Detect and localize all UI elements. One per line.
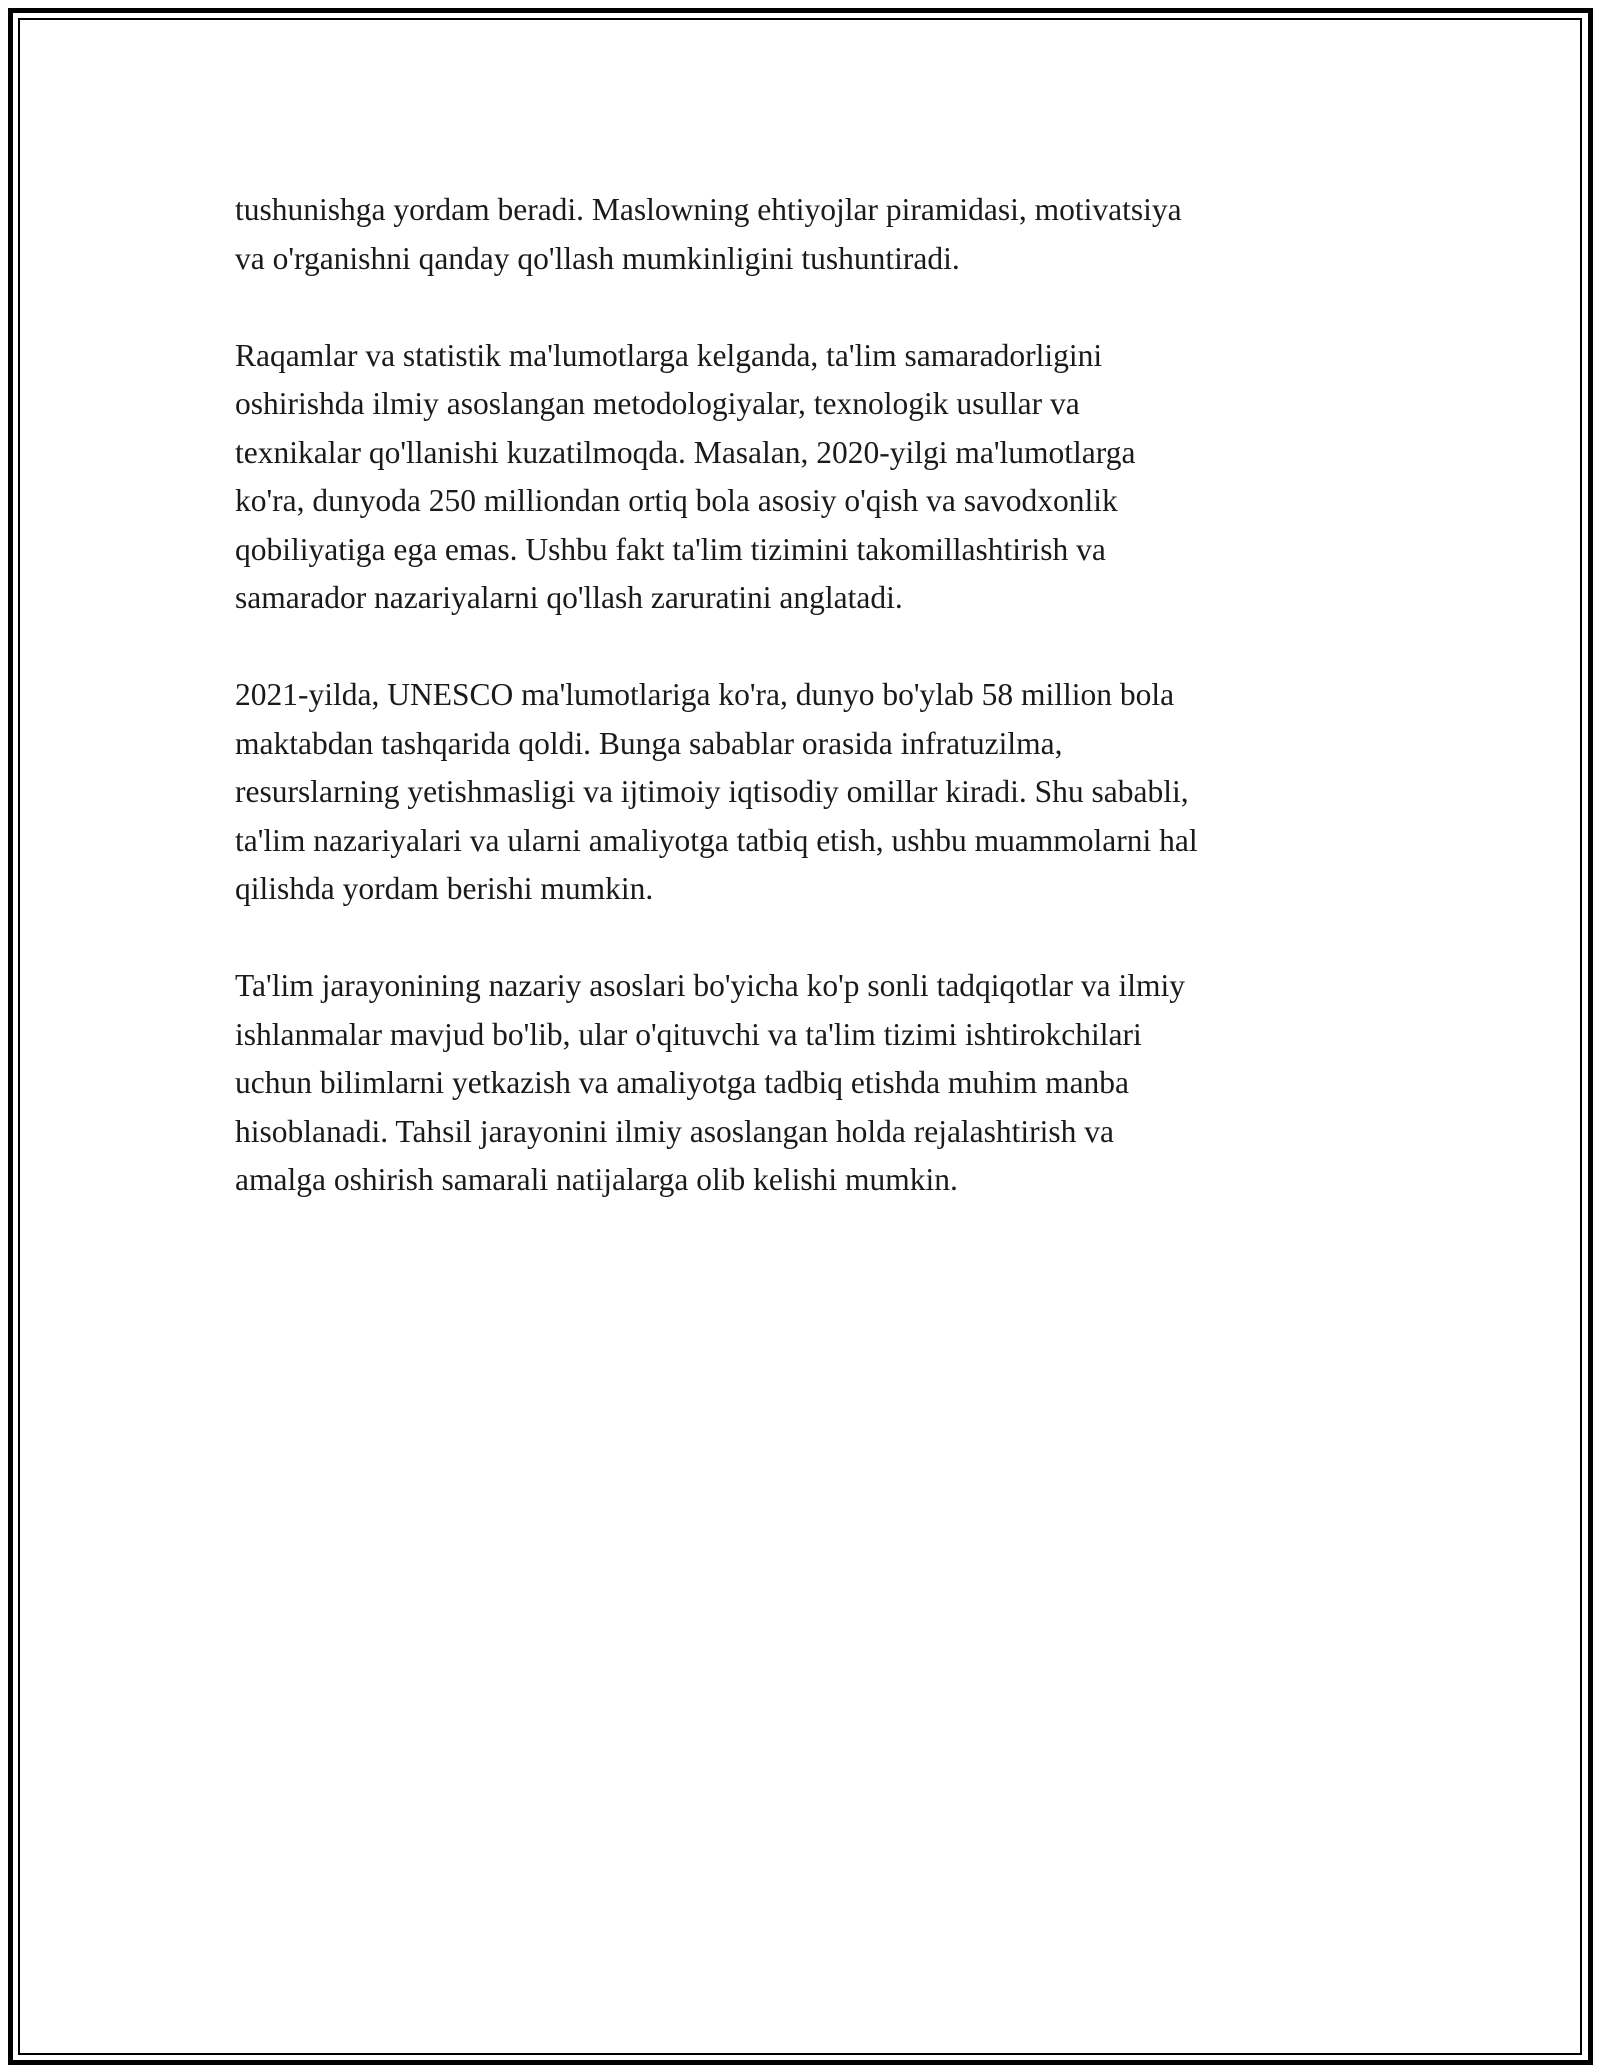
paragraph-3 xyxy=(235,671,1370,914)
text-line: texnikalar qo'llanishi kuzatilmoqda. Masalan, 2020-yilgi ma'lumotlarga xyxy=(235,434,1136,470)
text-line: tushunishga yordam beradi. Maslowning ehtiyojlar piramidasi, motivatsiya xyxy=(235,192,1182,227)
text-line: uchun bilimlarni yetkazish va amaliyotga tadbiq etishda muhim manba xyxy=(235,1065,1130,1100)
text-line: samarador nazariyalarni qo'llash zaruratini anglatadi. xyxy=(235,580,903,615)
text-line: ishlanmalar mavjud bo'lib, ular o'qituvchi va ta'lim tizimi ishtirokchilari xyxy=(235,1016,1142,1052)
text-line: ko'ra, dunyoda 250 milliondan ortiq bola asosiy o'qish va savodxonlik xyxy=(235,483,1118,518)
text-line: qilishda yordam berishi mumkin. xyxy=(235,871,654,906)
document-body xyxy=(235,186,1370,1253)
text-line: Ta'lim jarayonining nazariy asoslari bo'yicha ko'p sonli tadqiqotlar va ilmiy xyxy=(235,968,1185,1003)
text-line: ta'lim nazariyalari va ularni amaliyotga tatbiq etish, ushbu muammolarni hal xyxy=(235,822,1198,858)
paragraph-4 xyxy=(235,962,1370,1205)
text-line: resurslarning yetishmasligi va ijtimoiy iqtisodiy omillar kiradi. Shu sababli, xyxy=(235,774,1189,809)
text-line: maktabdan tashqarida qoldi. Bunga sabablar orasida infratuzilma, xyxy=(235,725,1063,761)
text-line: amalga oshirish samarali natijalarga olib kelishi mumkin. xyxy=(235,1162,958,1197)
text-line: va o'rganishni qanday qo'llash mumkinligini tushuntiradi. xyxy=(235,240,960,276)
text-line: hisoblanadi. Tahsil jarayonini ilmiy asoslangan holda rejalashtirish va xyxy=(235,1113,1115,1149)
text-line: Raqamlar va statistik ma'lumotlarga kelganda, ta'lim samaradorligini xyxy=(235,337,1103,373)
text-line: 2021-yilda, UNESCO ma'lumotlariga ko'ra, dunyo bo'ylab 58 million bola xyxy=(235,677,1175,712)
text-line: qobiliyatiga ega emas. Ushbu fakt ta'lim tizimini takomillashtirish va xyxy=(235,531,1106,567)
paragraph-2 xyxy=(235,332,1370,623)
text-line: oshirishda ilmiy asoslangan metodologiyalar, texnologik usullar va xyxy=(235,386,1080,421)
paragraph-1 xyxy=(235,186,1370,283)
